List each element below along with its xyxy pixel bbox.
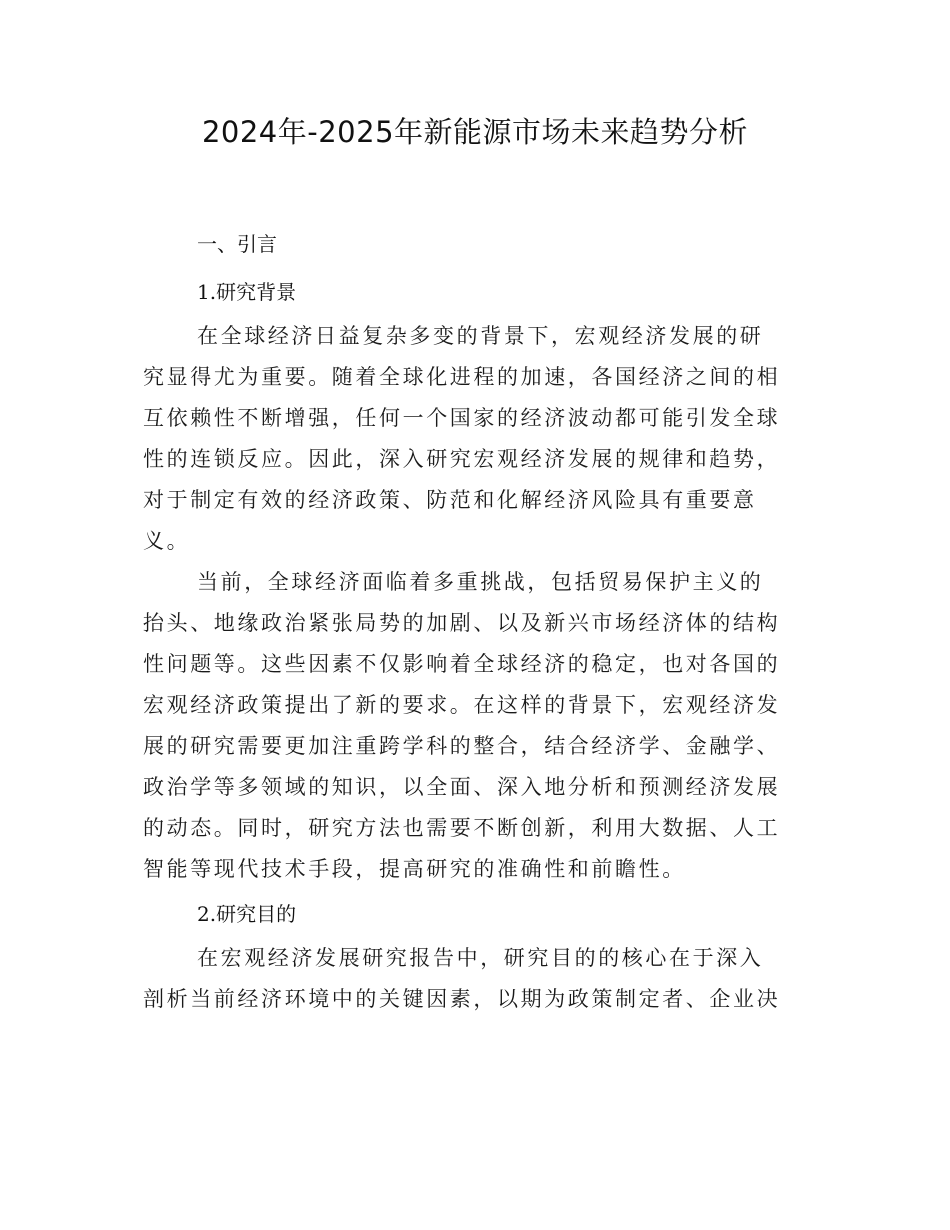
paragraph-background-1 bbox=[143, 316, 813, 562]
text-line: 政治学等多领域的知识，以全面、深入地分析和预测经济发展 bbox=[143, 775, 781, 799]
section-heading-intro: 一、引言 bbox=[197, 232, 277, 256]
text-line: 剖析当前经济环境中的关键因素，以期为政策制定者、企业决 bbox=[143, 987, 781, 1011]
text-line: 当前，全球经济面临着多重挑战，包括贸易保护主义的 bbox=[197, 570, 764, 594]
text-line: 在宏观经济发展研究报告中，研究目的的核心在于深入 bbox=[197, 946, 764, 970]
text-line: 宏观经济政策提出了新的要求。在这样的背景下，宏观经济发 bbox=[143, 693, 781, 717]
paragraph-purpose-1 bbox=[143, 938, 813, 1020]
text-line: 对于制定有效的经济政策、防范和化解经济风险具有重要意 bbox=[143, 488, 757, 512]
text-line: 性问题等。这些因素不仅影响着全球经济的稳定，也对各国的 bbox=[143, 652, 781, 676]
text-line: 抬头、地缘政治紧张局势的加剧、以及新兴市场经济体的结构 bbox=[143, 611, 781, 635]
text-line: 义。 bbox=[143, 529, 191, 553]
text-line: 的动态。同时，研究方法也需要不断创新，利用大数据、人工 bbox=[143, 816, 781, 840]
text-line: 性的连锁反应。因此，深入研究宏观经济发展的规律和趋势， bbox=[143, 447, 781, 471]
text-line: 在全球经济日益复杂多变的背景下，宏观经济发展的研 bbox=[197, 324, 764, 348]
document-body bbox=[143, 220, 813, 1020]
text-line: 展的研究需要更加注重跨学科的整合，结合经济学、金融学、 bbox=[143, 734, 781, 758]
subsection-heading-background: 1.研究背景 bbox=[197, 280, 297, 304]
text-line: 究显得尤为重要。随着全球化进程的加速，各国经济之间的相 bbox=[143, 365, 781, 389]
document-title: 2024年-2025年新能源市场未来趋势分析 bbox=[201, 115, 749, 149]
subsection-heading-purpose: 2.研究目的 bbox=[197, 902, 297, 926]
text-line: 互依赖性不断增强，任何一个国家的经济波动都可能引发全球 bbox=[143, 406, 781, 430]
paragraph-background-2 bbox=[143, 562, 813, 890]
text-line: 智能等现代技术手段，提高研究的准确性和前瞻性。 bbox=[143, 857, 686, 881]
